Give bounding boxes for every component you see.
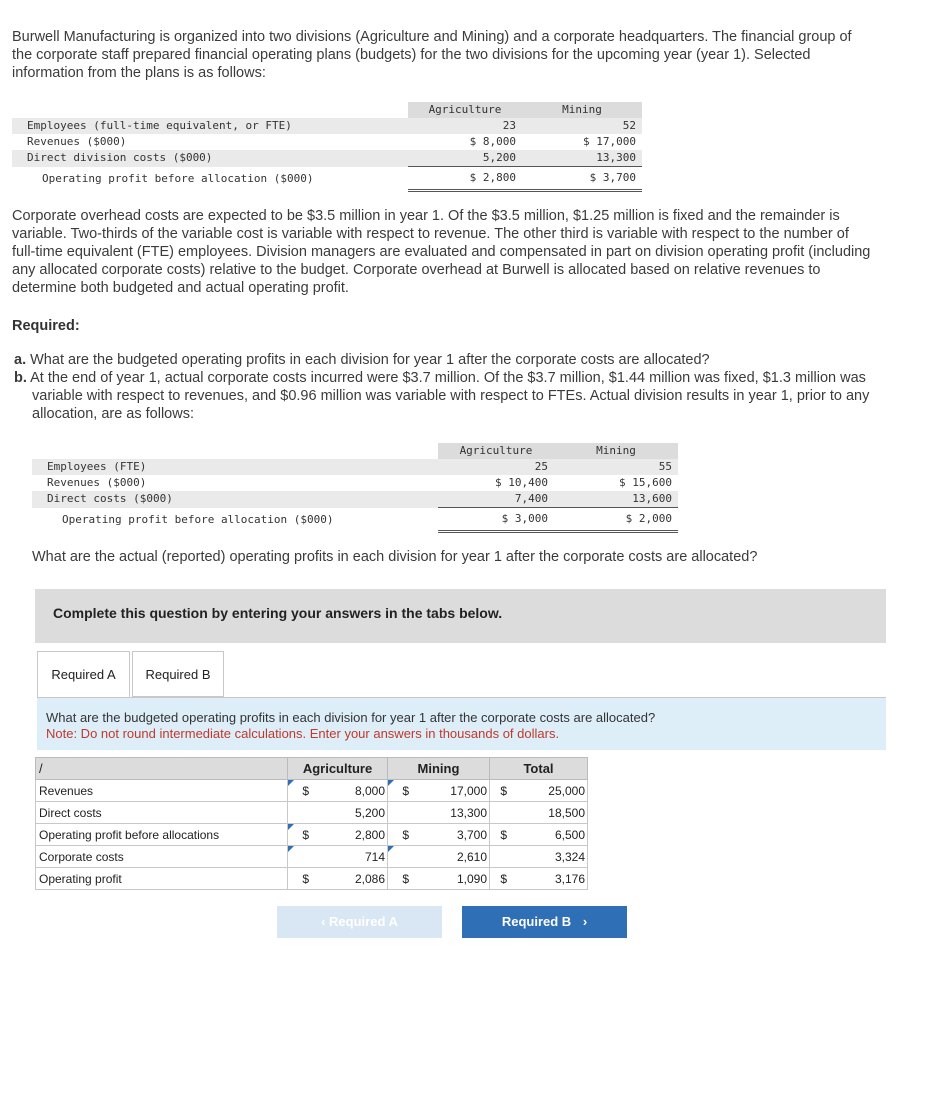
grid-dollar[interactable]: $: [288, 868, 324, 890]
plan-cell: 23: [408, 118, 522, 134]
actual-cell: 25: [438, 459, 554, 475]
actual-row-label: Operating profit before allocation ($000): [62, 512, 334, 526]
required-b: [14, 369, 866, 387]
actual-cell: $ 10,400: [495, 476, 548, 489]
grid-input-agriculture[interactable]: 2,086: [324, 868, 388, 890]
tab-required-a[interactable]: Required A: [37, 651, 130, 697]
grid-dollar: $: [490, 780, 518, 802]
intro-line: the corporate staff prepared financial operating plans (budgets) for the two divisions for the upcoming year (year 1). Selected: [12, 47, 811, 63]
actual-cell: $ 3,000: [438, 508, 554, 532]
banner-text: Complete this question by entering your answers in the tabs below.: [53, 605, 503, 621]
grid-dollar: $: [490, 868, 518, 890]
grid-row-label: Operating profit: [36, 868, 288, 890]
chevron-right-icon: ›: [582, 914, 588, 929]
required-b-letter: b.: [14, 370, 27, 386]
plan-cell: $ 17,000: [583, 135, 636, 148]
grid-input-mining[interactable]: 2,610: [424, 846, 490, 868]
chevron-left-icon: ‹: [321, 914, 326, 929]
grid-dollar[interactable]: $: [388, 868, 424, 890]
tab-required-b[interactable]: Required B: [132, 651, 224, 697]
plan-row-label: Employees (full-time equivalent, or FTE): [12, 118, 408, 134]
required-a-text: What are the budgeted operating profits in each division for year 1 after the corporate costs are allocated?: [30, 352, 710, 368]
actual-question: What are the actual (reported) operating profits in each division for year 1 after the corporate costs are allocated?: [32, 549, 758, 565]
grid-dollar[interactable]: $: [288, 824, 324, 846]
actual-table: [32, 443, 678, 533]
plan-cell: $ 3,700: [522, 167, 642, 191]
plan-col-agriculture: Agriculture: [408, 102, 522, 118]
grid-dollar[interactable]: [388, 802, 424, 824]
question-text: What are the budgeted operating profits in each division for year 1 after the corporate costs are allocated?: [46, 710, 656, 725]
grid-total: 18,500: [518, 802, 588, 824]
grid-dollar[interactable]: [388, 846, 424, 868]
grid-dollar[interactable]: $: [288, 780, 324, 802]
required-a: [14, 351, 710, 369]
answer-grid: [35, 757, 588, 890]
grid-row-label: Operating profit before allocations: [36, 824, 288, 846]
question-box: [37, 698, 886, 750]
grid-dollar[interactable]: $: [388, 780, 424, 802]
intro-line: Burwell Manufacturing is organized into two divisions (Agriculture and Mining) and a corporate headquarters. The financial group of: [12, 29, 852, 45]
grid-row-label: Revenues: [36, 780, 288, 802]
plan-row-label: Operating profit before allocation ($000): [42, 171, 314, 185]
grid-input-agriculture[interactable]: 5,200: [324, 802, 388, 824]
plan-row-label: Direct division costs ($000): [12, 150, 408, 167]
next-button-label: Required B: [501, 914, 572, 929]
grid-input-agriculture[interactable]: 714: [324, 846, 388, 868]
grid-dollar[interactable]: [288, 846, 324, 868]
actual-row-label: Employees (FTE): [32, 459, 438, 475]
plan-cell: 13,300: [522, 150, 642, 167]
grid-corner: /: [36, 758, 288, 780]
grid-dollar: $: [490, 824, 518, 846]
grid-input-mining[interactable]: 13,300: [424, 802, 490, 824]
plan-col-mining: Mining: [522, 102, 642, 118]
plan-cell: 52: [522, 118, 642, 134]
required-a-letter: a.: [14, 352, 27, 368]
actual-col-mining: Mining: [554, 443, 678, 459]
overhead-line: variable. Two-thirds of the variable cost is variable with respect to revenue. The other third is variable with respect to the number of: [12, 226, 849, 242]
actual-cell: $ 2,000: [554, 508, 678, 532]
prev-button-label: Required A: [329, 914, 398, 929]
grid-dollar: [490, 846, 518, 868]
overhead-line: determine both budgeted and actual operating profit.: [12, 280, 349, 296]
overhead-paragraph: [12, 207, 870, 297]
plan-cell: $ 8,000: [469, 135, 516, 148]
grid-header-mining: Mining: [388, 758, 490, 780]
grid-input-mining[interactable]: 1,090: [424, 868, 490, 890]
grid-total: 3,176: [518, 868, 588, 890]
plan-cell: 5,200: [408, 150, 522, 167]
grid-dollar: [490, 802, 518, 824]
actual-cell: $ 15,600: [619, 476, 672, 489]
grid-input-mining[interactable]: 17,000: [424, 780, 490, 802]
overhead-line: Corporate overhead costs are expected to be $3.5 million in year 1. Of the $3.5 million, $1.25 million is fixed and the remainder is: [12, 208, 840, 224]
grid-total: 25,000: [518, 780, 588, 802]
grid-input-agriculture[interactable]: 2,800: [324, 824, 388, 846]
actual-cell: 55: [554, 459, 678, 475]
actual-col-agriculture: Agriculture: [438, 443, 554, 459]
grid-row-label: Corporate costs: [36, 846, 288, 868]
intro-paragraph: [12, 28, 852, 82]
required-b-line: At the end of year 1, actual corporate costs incurred were $3.7 million. Of the $3.7 million, $1.44 million was fixed, $1.3 million was: [30, 370, 866, 386]
actual-row-label: Revenues ($000): [47, 476, 147, 489]
grid-total: 3,324: [518, 846, 588, 868]
next-button-required-b[interactable]: [462, 906, 627, 938]
grid-dollar[interactable]: [288, 802, 324, 824]
required-b-line: variable with respect to revenues, and $0.96 million was variable with respect to FTEs. Actual division results in year 1, prior to any: [32, 388, 870, 404]
plan-row-label: Revenues ($000): [27, 135, 127, 148]
actual-cell: 7,400: [438, 491, 554, 508]
required-heading: Required:: [12, 318, 80, 334]
grid-input-agriculture[interactable]: 8,000: [324, 780, 388, 802]
overhead-line: any allocated corporate costs) relative to the budget. Corporate overhead at Burwell is allocated based on relative revenues to: [12, 262, 821, 278]
grid-header-agriculture: Agriculture: [288, 758, 388, 780]
prev-button-required-a[interactable]: [277, 906, 442, 938]
required-b-line: allocation, are as follows:: [32, 406, 194, 422]
grid-header-total: Total: [490, 758, 588, 780]
plan-cell: $ 2,800: [408, 167, 522, 191]
instructions-banner: [35, 589, 886, 643]
plan-table: [12, 102, 642, 192]
actual-cell: 13,600: [554, 491, 678, 508]
grid-row-label: Direct costs: [36, 802, 288, 824]
intro-line: information from the plans is as follows:: [12, 65, 266, 81]
grid-total: 6,500: [518, 824, 588, 846]
actual-row-label: Direct costs ($000): [32, 491, 438, 508]
grid-input-mining[interactable]: 3,700: [424, 824, 490, 846]
overhead-line: full-time equivalent (FTE) employees. Division managers are evaluated and compensated in part on division operating profit (including: [12, 244, 871, 260]
grid-dollar[interactable]: $: [388, 824, 424, 846]
question-note: Note: Do not round intermediate calculations. Enter your answers in thousands of dollars.: [46, 726, 560, 741]
